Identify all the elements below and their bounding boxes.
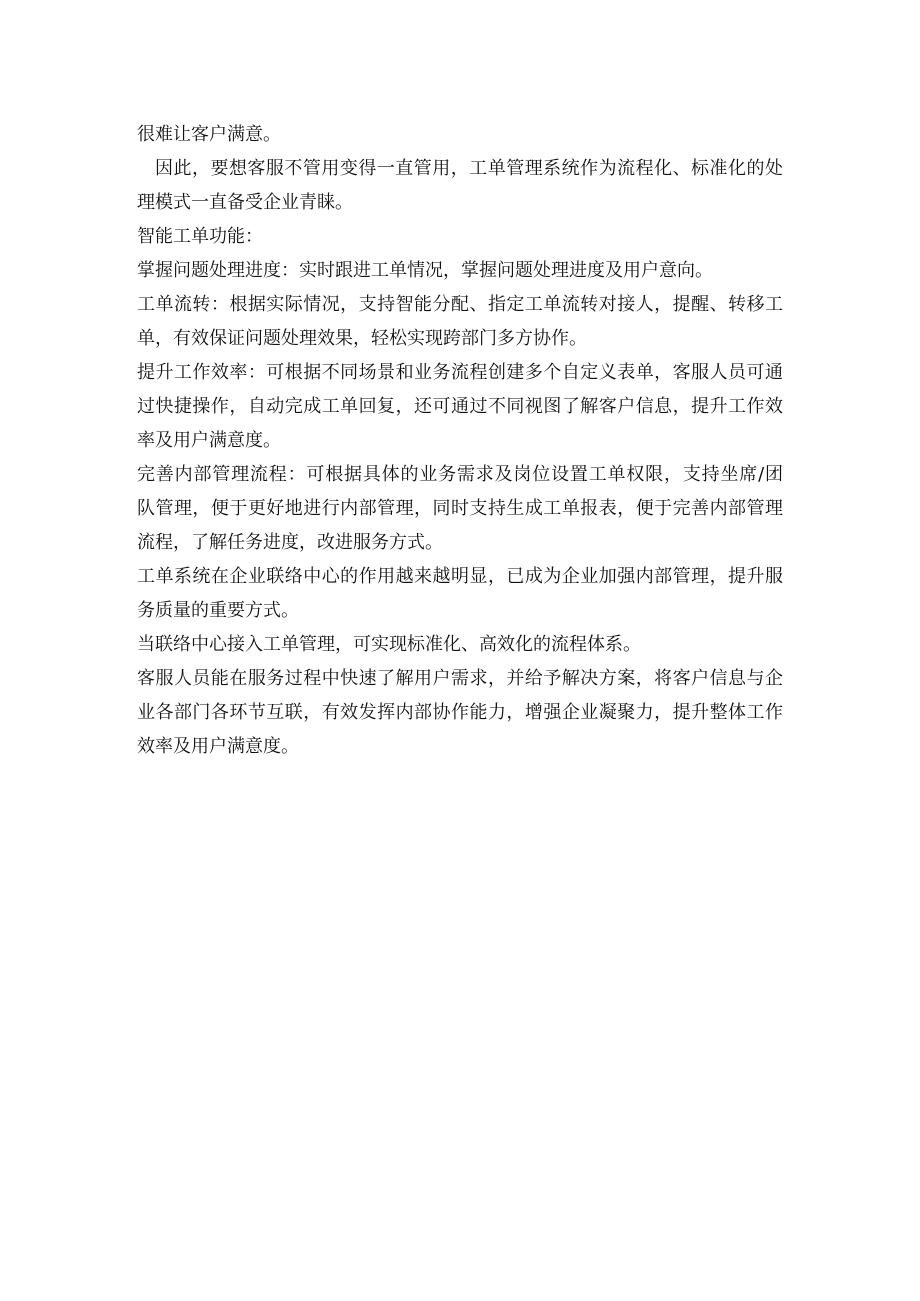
text-line: 率及用户满意度。 [137,430,281,451]
text-line: 队管理，便于更好地进行内部管理，同时支持生成工单报表，便于完善内部管理 [137,498,783,519]
text-line: 完善内部管理流程：可根据具体的业务需求及岗位设置工单权限，支持坐席/团 [137,464,783,485]
text-line: 单，有效保证问题处理效果，轻松实现跨部门多方协作。 [137,328,587,349]
text-line: 业各部门各环节互联，有效发挥内部协作能力，增强企业凝聚力，提升整体工作 [137,702,783,723]
text-line: 掌握问题处理进度：实时跟进工单情况，掌握问题处理进度及用户意向。 [137,260,713,281]
text-line: 工单系统在企业联络中心的作用越来越明显，已成为企业加强内部管理，提升服 [137,566,783,587]
text-line: 流程，了解任务进度，改进服务方式。 [137,532,443,553]
text-line: 客服人员能在服务过程中快速了解用户需求，并给予解决方案，将客户信息与企 [137,668,783,689]
text-line: 很难让客户满意。 [137,124,281,145]
text-line: 因此，要想客服不管用变得一直管用，工单管理系统作为流程化、标准化的处 [155,158,783,179]
text-line: 工单流转：根据实际情况，支持智能分配、指定工单流转对接人，提醒、转移工 [137,294,783,315]
text-line: 效率及用户满意度。 [137,736,299,757]
text-line: 务质量的重要方式。 [137,600,299,621]
text-line: 提升工作效率：可根据不同场景和业务流程创建多个自定义表单，客服人员可通 [137,362,783,383]
document-body [137,118,783,764]
text-line: 当联络中心接入工单管理，可实现标准化、高效化的流程体系。 [137,634,641,655]
text-line: 理模式一直备受企业青睐。 [137,192,353,213]
text-line: 过快捷操作，自动完成工单回复，还可通过不同视图了解客户信息，提升工作效 [137,396,783,417]
section-heading: 智能工单功能： [137,226,263,247]
